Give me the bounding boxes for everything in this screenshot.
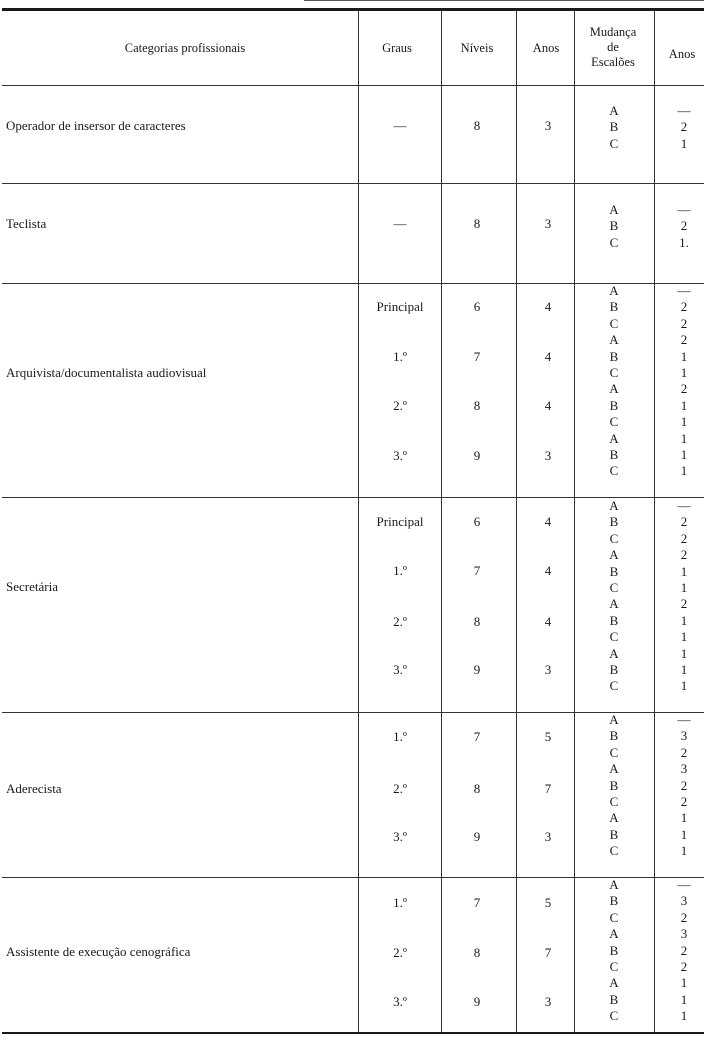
nivel-cell: 9: [473, 994, 481, 1009]
escalao-cell: A: [609, 761, 619, 777]
column-divider: [574, 11, 575, 1032]
category-name: Operador de insersor de caracteres: [6, 118, 186, 133]
escalao-cell: C: [609, 315, 619, 331]
grau-cell: 2.º: [393, 945, 407, 960]
nivel-cell: 8: [473, 216, 481, 231]
header-niveis: Níveis: [460, 41, 494, 55]
escalao-cell: C: [609, 629, 619, 645]
anos-escalao-cell: —: [677, 877, 691, 892]
anos-escalao-cell: 1: [680, 447, 688, 462]
grau-cell: 3.º: [393, 994, 407, 1009]
grau-cell: —: [393, 216, 407, 231]
grau-cell: 2.º: [393, 614, 407, 629]
nivel-cell: 8: [473, 118, 481, 133]
escalao-cell: C: [609, 580, 619, 595]
anos-cell: 4: [544, 398, 552, 413]
anos-escalao-cell: —: [677, 103, 691, 118]
category-name: Arquivista/documentalista audiovisual: [6, 365, 207, 380]
nivel-cell: 7: [473, 563, 481, 578]
grau-cell: 3.º: [393, 829, 407, 844]
grau-cell: 3.º: [393, 448, 407, 463]
anos-escalao-cell: 1: [680, 580, 688, 595]
row-divider: [2, 183, 704, 184]
anos-escalao-cell: 1: [680, 348, 688, 364]
grau-cell: 1.º: [393, 349, 407, 364]
anos-escalao-cell: 2: [680, 942, 688, 958]
anos-escalao-cell: 2: [680, 744, 688, 760]
grau-cell: 1.º: [393, 729, 407, 744]
escalao-cell: A: [609, 283, 619, 298]
column-divider: [516, 11, 517, 1032]
table-top-rule: [2, 8, 704, 11]
escalao-cell: B: [609, 299, 619, 315]
anos-escalao-cell: 2: [680, 959, 688, 974]
grau-cell: 2.º: [393, 398, 407, 413]
anos-cell: 5: [544, 729, 552, 744]
anos-escalao-cell: 2: [680, 514, 688, 530]
escalao-cell: B: [609, 728, 619, 744]
escalao-cell: C: [609, 744, 619, 760]
anos-escalao-cell: 1: [680, 810, 688, 826]
escalao-cell: A: [609, 712, 619, 727]
anos-escalao-cell: 1: [680, 975, 688, 991]
escalao-cell: B: [609, 893, 619, 909]
anos-cell: 7: [544, 945, 552, 960]
anos-escalao-cell: 3: [680, 926, 688, 942]
anos-escalao-cell: 1: [680, 430, 688, 446]
anos-escalao-cell: 2: [680, 315, 688, 331]
nivel-cell: 8: [473, 945, 481, 960]
nivel-cell: 6: [473, 514, 481, 529]
anos-cell: 5: [544, 895, 552, 910]
escalao-cell: C: [609, 959, 619, 974]
header-graus: Graus: [382, 41, 412, 55]
column-divider: [441, 11, 442, 1032]
anos-cell: 7: [544, 781, 552, 796]
anos-escalao-cell: 2: [680, 909, 688, 925]
anos-escalao-cell: 3: [680, 728, 688, 744]
escalao-cell: C: [609, 843, 619, 859]
escalao-cell: B: [609, 991, 619, 1007]
anos-escalao-cell: 1: [680, 645, 688, 661]
escalao-cell: B: [609, 612, 619, 628]
header-anos: Anos: [532, 41, 560, 55]
column-divider: [358, 11, 359, 1032]
escalao-cell: B: [609, 397, 619, 413]
anos-escalao-cell: 1: [680, 612, 688, 628]
escalao-cell: A: [609, 498, 619, 513]
escalao-cell: C: [609, 530, 619, 546]
row-divider: [2, 877, 704, 878]
table-bottom-rule: [2, 1032, 704, 1034]
nivel-cell: 9: [473, 829, 481, 844]
grau-cell: Principal: [376, 299, 424, 314]
nivel-cell: 8: [473, 781, 481, 796]
grau-cell: 3.º: [393, 662, 407, 677]
anos-escalao-cell: 2: [680, 547, 688, 563]
header-mudanca-escaloes: Mudança de Escalões: [589, 25, 637, 69]
row-divider: [2, 283, 704, 284]
anos-escalao-cell: 2: [680, 119, 688, 135]
anos-escalao-cell: 2: [680, 218, 688, 234]
anos-cell: 4: [544, 563, 552, 578]
category-name: Secretária: [6, 579, 58, 594]
anos-escalao-cell: —: [677, 712, 691, 727]
category-name: Aderecista: [6, 781, 62, 796]
escalao-cell: A: [609, 103, 619, 118]
nivel-cell: 7: [473, 895, 481, 910]
anos-cell: 3: [544, 994, 552, 1009]
escalao-cell: C: [609, 463, 619, 479]
escalao-cell: A: [609, 926, 619, 942]
anos-escalao-cell: 2: [680, 794, 688, 809]
escalao-cell: A: [609, 975, 619, 991]
escalao-cell: B: [609, 514, 619, 530]
anos-escalao-cell: 1: [680, 563, 688, 579]
escalao-cell: A: [609, 381, 619, 397]
escalao-cell: B: [609, 447, 619, 462]
anos-escalao-cell: 3: [680, 893, 688, 909]
escalao-cell: A: [609, 596, 619, 612]
escalao-cell: C: [609, 135, 619, 151]
header-divider: [2, 85, 704, 86]
nivel-cell: 7: [473, 349, 481, 364]
anos-escalao-cell: —: [677, 283, 691, 298]
anos-escalao-cell: 1: [680, 629, 688, 645]
nivel-cell: 9: [473, 662, 481, 677]
anos-escalao-cell: 1: [680, 826, 688, 842]
anos-cell: 4: [544, 614, 552, 629]
anos-escalao-cell: 1: [680, 135, 688, 151]
anos-escalao-cell: 1: [680, 1008, 688, 1024]
anos-escalao-cell: 3: [680, 761, 688, 777]
escalao-cell: A: [609, 202, 619, 217]
anos-escalao-cell: —: [677, 202, 691, 217]
escalao-cell: C: [609, 1008, 619, 1024]
anos-escalao-cell: 1: [680, 414, 688, 430]
nivel-cell: 9: [473, 448, 481, 463]
grau-cell: 1.º: [393, 895, 407, 910]
anos-escalao-cell: —: [677, 498, 691, 513]
grau-cell: 2.º: [393, 781, 407, 796]
escalao-cell: B: [609, 218, 619, 234]
header-categorias: Categorias profissionais: [124, 41, 246, 55]
escalao-cell: A: [609, 430, 619, 446]
escalao-cell: A: [609, 810, 619, 826]
escalao-cell: A: [609, 547, 619, 563]
anos-escalao-cell: 1: [680, 662, 688, 677]
nivel-cell: 6: [473, 299, 481, 314]
anos-escalao-cell: 1: [680, 365, 688, 380]
escalao-cell: B: [609, 777, 619, 793]
escalao-cell: C: [609, 678, 619, 694]
anos-escalao-cell: 1.: [679, 234, 689, 250]
category-name: Assistente de execução cenográfica: [6, 944, 191, 959]
anos-escalao-cell: 2: [680, 530, 688, 546]
header-anos-escalao: Anos: [668, 47, 696, 61]
anos-escalao-cell: 2: [680, 777, 688, 793]
escalao-cell: C: [609, 234, 619, 250]
escalao-cell: B: [609, 563, 619, 579]
escalao-cell: B: [609, 348, 619, 364]
anos-escalao-cell: 1: [680, 991, 688, 1007]
column-divider: [654, 11, 655, 1032]
escalao-cell: A: [609, 877, 619, 892]
nivel-cell: 8: [473, 614, 481, 629]
escalao-cell: C: [609, 794, 619, 809]
anos-escalao-cell: 1: [680, 843, 688, 859]
anos-escalao-cell: 2: [680, 299, 688, 315]
escalao-cell: B: [609, 942, 619, 958]
anos-escalao-cell: 1: [680, 463, 688, 479]
grau-cell: —: [393, 118, 407, 133]
escalao-cell: B: [609, 662, 619, 677]
anos-escalao-cell: 2: [680, 596, 688, 612]
anos-escalao-cell: 2: [680, 381, 688, 397]
grau-cell: 1.º: [393, 563, 407, 578]
category-name: Teclista: [6, 216, 47, 231]
escalao-cell: C: [609, 365, 619, 380]
escalao-cell: A: [609, 332, 619, 348]
escalao-cell: C: [609, 414, 619, 430]
anos-escalao-cell: 1: [680, 678, 688, 694]
anos-cell: 4: [544, 514, 552, 529]
anos-cell: 4: [544, 299, 552, 314]
anos-escalao-cell: 2: [680, 332, 688, 348]
anos-escalao-cell: 1: [680, 397, 688, 413]
anos-cell: 3: [544, 448, 552, 463]
escalao-cell: A: [609, 645, 619, 661]
anos-cell: 4: [544, 349, 552, 364]
nivel-cell: 8: [473, 398, 481, 413]
row-divider: [2, 497, 704, 498]
escalao-cell: B: [609, 119, 619, 135]
row-divider: [2, 712, 704, 713]
anos-cell: 3: [544, 829, 552, 844]
anos-cell: 3: [544, 662, 552, 677]
top-thin-rule: [304, 0, 704, 1]
grau-cell: Principal: [376, 514, 424, 529]
anos-cell: 3: [544, 216, 552, 231]
nivel-cell: 7: [473, 729, 481, 744]
anos-cell: 3: [544, 118, 552, 133]
escalao-cell: B: [609, 826, 619, 842]
escalao-cell: C: [609, 909, 619, 925]
